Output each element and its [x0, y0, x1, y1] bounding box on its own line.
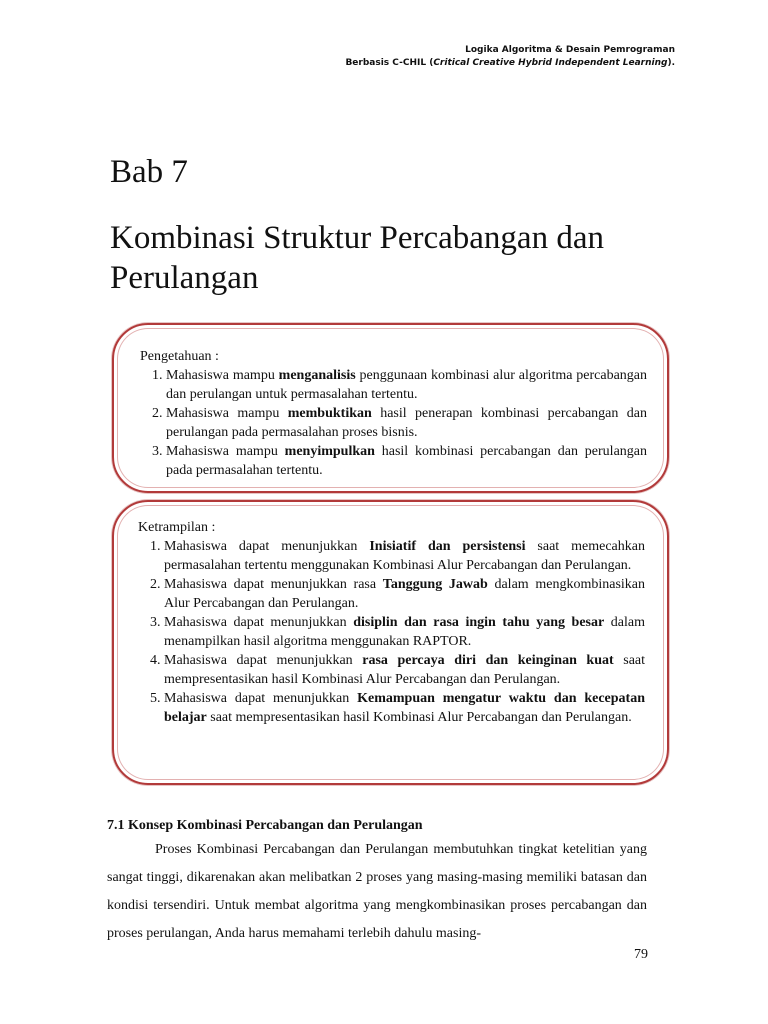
knowledge-box — [112, 323, 669, 493]
knowledge-item — [166, 366, 647, 404]
knowledge-item-keyword: menyimpulkan — [284, 444, 375, 459]
header-line-2-suffix: ). — [667, 58, 675, 68]
skills-item-text: dalam mengkombinasikan Alur Percabangan dan Perulangan. — [164, 577, 645, 611]
skills-item-keyword: Inisiatif dan persistensi — [369, 539, 526, 554]
knowledge-item-text: penggunaan kombinasi alur algoritma percabangan dan perulangan untuk permasalahan tertentu. — [166, 368, 648, 402]
knowledge-item-keyword: membuktikan — [287, 406, 372, 421]
skills-item-text: Mahasiswa dapat menunjukkan — [164, 691, 358, 706]
page-number: 79 — [634, 947, 648, 962]
skills-item-text: saat mempresentasikan hasil Kombinasi Alur Percabangan dan Perulangan. — [206, 710, 632, 725]
skills-item-text: saat memecahkan permasalahan tertentu menggunakan Kombinasi Alur Percabangan dan Perulangan. — [164, 539, 645, 573]
knowledge-title: Pengetahuan : — [140, 349, 219, 364]
knowledge-item-text: Mahasiswa mampu — [166, 368, 279, 383]
skills-item-keyword: Kemampuan mengatur waktu dan kecepatan belajar — [164, 691, 646, 725]
knowledge-item-text: Mahasiswa mampu — [166, 444, 285, 459]
header-line-2-italic: Critical Creative Hybrid Independent Learning — [433, 58, 668, 68]
header-line-1: Logika Algoritma & Desain Pemrograman — [465, 45, 675, 55]
skills-item-text: Mahasiswa dapat menunjukkan — [164, 653, 363, 668]
skills-item — [164, 613, 645, 651]
knowledge-item — [166, 404, 647, 442]
knowledge-item-keyword: menganalisis — [278, 368, 356, 383]
header-line-2 — [345, 57, 675, 70]
skills-item-keyword: disiplin dan rasa ingin tahu yang besar — [353, 615, 605, 630]
skills-title: Ketrampilan : — [138, 520, 216, 535]
knowledge-item-text: hasil penerapan kombinasi percabangan dan perulangan pada permasalahan proses bisnis. — [166, 406, 647, 440]
skills-item — [164, 537, 645, 575]
knowledge-item — [166, 442, 647, 480]
running-header — [345, 44, 675, 70]
skills-item — [164, 575, 645, 613]
skills-item-text: saat mempresentasikan hasil Kombinasi Alur Percabangan dan Perulangan. — [164, 653, 646, 687]
skills-item-text: dalam menampilkan hasil algoritma menggunakan RAPTOR. — [164, 615, 645, 649]
knowledge-list — [140, 366, 647, 480]
skills-item-text: Mahasiswa dapat menunjukkan rasa — [164, 577, 383, 592]
skills-item — [164, 651, 645, 689]
header-line-2-prefix: Berbasis C-CHIL ( — [345, 58, 434, 68]
skills-item-text: Mahasiswa dapat menunjukkan — [164, 615, 354, 630]
skills-item-keyword: rasa percaya diri dan keinginan kuat — [362, 653, 614, 668]
skills-item-keyword: Tanggung Jawab — [382, 577, 488, 592]
skills-box — [112, 500, 669, 785]
skills-item-text: Mahasiswa dapat menunjukkan — [164, 539, 370, 554]
skills-list — [138, 537, 645, 727]
section-paragraph: Proses Kombinasi Percabangan dan Perulangan membutuhkan tingkat ketelitian yang sangat tinggi, dikarenakan akan melibatkan 2 proses yang masing-masing memiliki batasan dan kondisi tersendiri. Untuk membat algoritma yang mengkombinasikan proses percabangan dan proses perulangan, Anda harus memahami terlebih dahulu masing- — [107, 842, 647, 941]
section-heading: 7.1 Konsep Kombinasi Percabangan dan Perulangan — [107, 818, 423, 833]
knowledge-item-text: hasil kombinasi percabangan dan perulangan pada permasalahan tertentu. — [166, 444, 647, 478]
skills-item — [164, 689, 645, 727]
chapter-title: Kombinasi Struktur Percabangan dan Perulangan — [110, 220, 604, 296]
chapter-label: Bab 7 — [110, 154, 188, 190]
knowledge-item-text: Mahasiswa mampu — [166, 406, 288, 421]
